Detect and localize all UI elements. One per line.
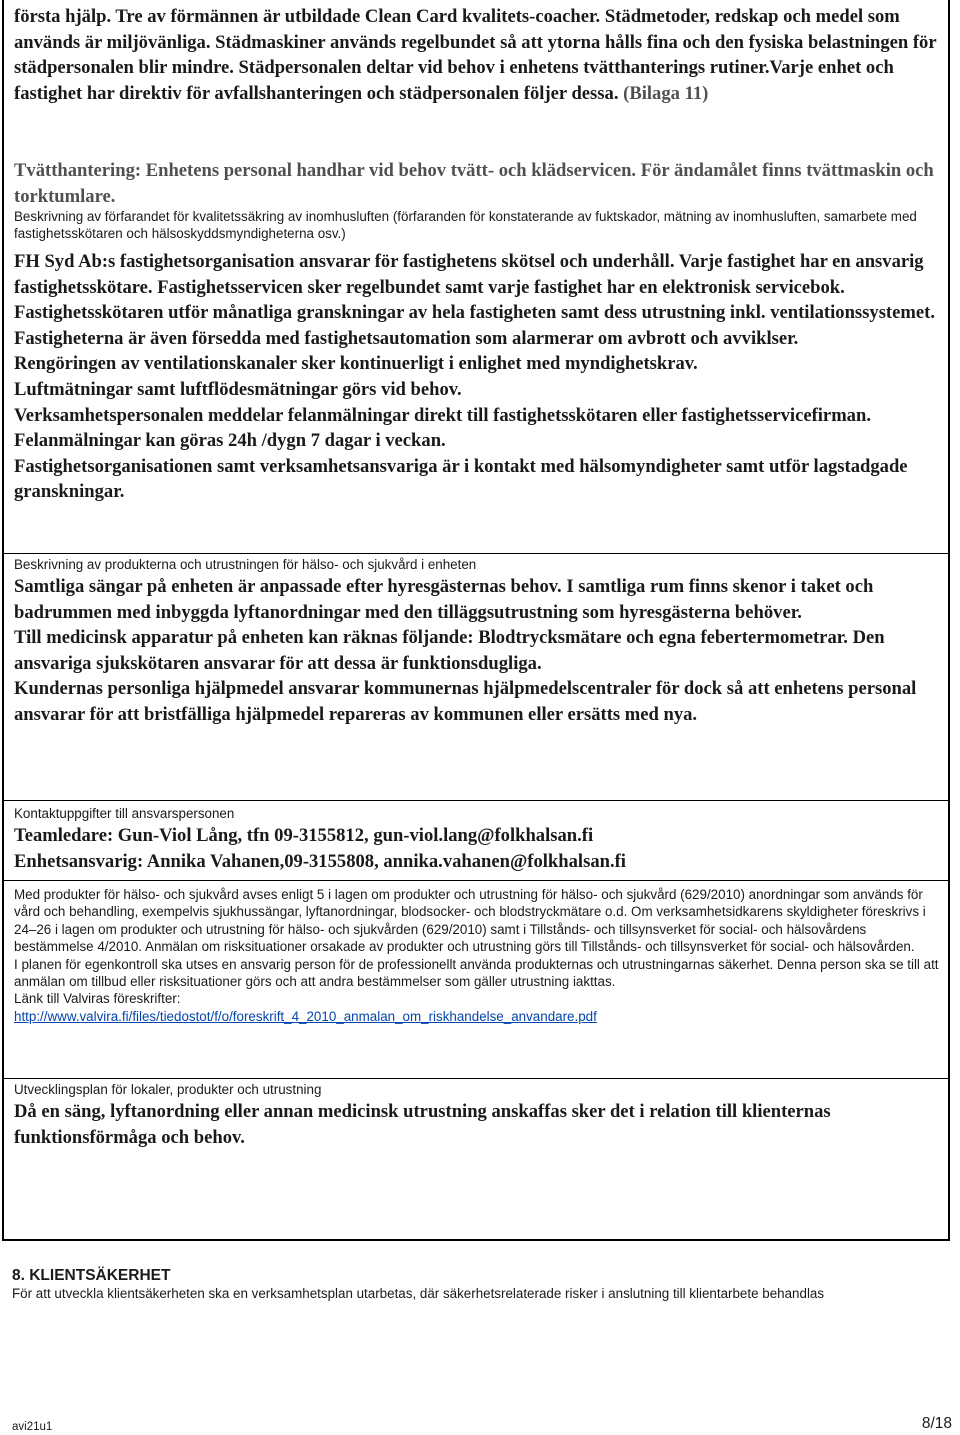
ventilation-cleaning-text: Rengöringen av ventilationskanaler sker kontinuerligt i enlighet med myndighetskrav. <box>14 353 698 375</box>
beds-text: Samtliga sängar på enheten är anpassade efter hyresgästernas behov. I samtliga rum finns skenor i taket och badrummen med inbyggda lyftanordningar med den tilläggsutrustning som hyresgästerna behöver. <box>14 576 874 623</box>
laundry-text: Tvätthantering: Enhetens personal handhar vid behov tvätt- och klädservicen. För ändamålet finns tvättmaskin och torktumlare. <box>14 160 934 207</box>
appendix-reference: (Bilaga 11) <box>618 82 709 104</box>
section-8-text: För att utveckla klientsäkerheten ska en verksamhetsplan utarbetas, där säkerhetsrelaterade risker i anslutning till klientarbete behandlas <box>12 1286 825 1301</box>
unit-manager-contact: Enhetsansvarig: Annika Vahanen,09-3155808, annika.vahanen@folkhalsan.fi <box>14 850 626 872</box>
dev-plan-heading-text: Utvecklingsplan för lokaler, produkter och utrustning <box>14 1082 322 1097</box>
divider <box>4 800 948 801</box>
products-heading-text: Beskrivning av produkterna och utrustningen för hälso- och sjukvård i enheten <box>14 557 477 572</box>
health-authority-text: Fastighetsorganisationen samt verksamhetsansvariga är i kontakt med hälsomyndigheter samt utför lagstadgade granskningar. <box>14 455 908 503</box>
automation-text: Fastigheterna är även försedda med fastighetsautomation som alarmerar om avbrott och avviklser. <box>14 327 799 349</box>
cleaning-paragraph <box>14 4 940 106</box>
air-quality-content <box>14 249 940 505</box>
property-maintenance-text: FH Syd Ab:s fastighetsorganisation ansvarar för fastighetens skötsel och underhåll. Varje fastighet har en ansvarig fastighetsskötare. Fastighetsservicen sker regelbundet samt varje fastighet har en elektronisk servicebok. Fastighetsskötaren utför månatliga granskningar av hela fastigheten samt dess utrustning inkl. ventilationssystemet. <box>14 251 935 324</box>
contact-heading-text: Kontaktuppgifter till ansvarspersonen <box>14 806 235 821</box>
contact-content <box>14 823 940 874</box>
dev-plan-content <box>14 1099 940 1150</box>
air-quality-heading <box>14 208 940 243</box>
divider <box>4 880 948 881</box>
products-content <box>14 574 940 728</box>
link-label: Länk till Valviras föreskrifter: <box>14 991 181 1007</box>
legal-text: Med produkter för hälso- och sjukvård avses enligt 5 i lagen om produkter och utrustning för hälso- och sjukvård (629/2010) anordningar som används för vård och behandling, exempelvis sjukhussängar, lyftanordningar, blodsocker- och blodstryckmätare o.d. Om verksamhetsidkarens skyldigheter föreskrivs i 24–26 i lagen om produkter och utrustning för hälso- och sjukvården (629/2010) samt i Tillstånds- och tillsynsverket för social- och hälsovårdens bestämmelse 4/2010. Anmälan om risksituationer orsakade av produkter och utrustning görs till Tillstånds- och tillsynsverket för social- och hälsovården. <box>14 887 926 955</box>
aids-text: Kundernas personliga hjälpmedel ansvarar kommunernas hjälpmedelscentraler för dock så att enhetens personal ansvarar för att bristfälliga hjälpmedel repareras av kommunen eller ersätts med nya. <box>14 678 917 725</box>
valvira-regulation-link[interactable]: http://www.valvira.fi/files/tiedostot/f/o/foreskrift_4_2010_anmalan_om_riskhandelse_anvandare.pdf <box>14 1008 597 1024</box>
section-8-title: 8. KLIENTSÄKERHET <box>12 1267 171 1284</box>
responsible-person-text: I planen för egenkontroll ska utses en ansvarig person för de professionellt använda produkternas och utrustningarnas säkerhet. Denna person ska se till att anmälan om tillbud eller risksituationer görs och att andra bestämmelser som gäller utrustning iakttas. <box>14 956 939 990</box>
legal-info <box>14 886 940 1025</box>
section-8 <box>12 1266 920 1302</box>
products-heading <box>14 556 940 573</box>
page-number: 8/18 <box>921 1415 952 1432</box>
document-code: avi21u1 <box>12 1421 53 1433</box>
medical-apparatus-text: Till medicinsk apparatur på enheten kan räknas följande: Blodtrycksmätare och egna febertermometrar. Den ansvariga sjukskötaren ansvarar för att dessa är funktionsdugliga. <box>14 627 885 674</box>
contact-heading <box>14 805 940 822</box>
fault-report-text: Verksamhetspersonalen meddelar felanmälningar direkt till fastighetsskötaren eller fastighetsservicefirman. Felanmälningar kan göras 24h /dygn 7 dagar i veckan. <box>14 404 871 452</box>
laundry-paragraph <box>14 158 940 209</box>
waste-text: Varje enhet och fastighet har direktiv för avfallshanteringen och städpersonalen följer dessa. <box>14 57 894 104</box>
air-measurement-text: Luftmätningar samt luftflödesmätningar görs vid behov. <box>14 378 462 400</box>
quality-section-box <box>2 0 950 1241</box>
dev-plan-text: Då en säng, lyftanordning eller annan medicinsk utrustning anskaffas sker det i relation till klienternas funktionsförmåga och behov. <box>14 1101 831 1148</box>
team-leader-contact: Teamledare: Gun-Viol Lång, tfn 09-3155812, gun-viol.lang@folkhalsan.fi <box>14 825 594 846</box>
air-quality-heading-text: Beskrivning av förfarandet för kvalitetssäkring av inomhusluften (förfaranden för konstaterande av fuktskador, mätning av inomhusluften, samarbete med fastighetsskötaren och hälsoskyddsmyndigheterna osv.) <box>14 209 917 242</box>
cleaning-text: första hjälp. Tre av förmännen är utbildade Clean Card kvalitets-coacher. Städmetoder, redskap och medel som används är miljövänliga. Städmaskiner används regelbundet så att ytorna hålls fina och den fysiska belastningen för städpersonalen blir mindre. Städpersonalen deltar vid behov i enhetens tvätthanterings rutiner. <box>14 6 937 79</box>
divider <box>4 553 948 554</box>
divider <box>4 1078 948 1079</box>
dev-plan-heading <box>14 1081 940 1098</box>
